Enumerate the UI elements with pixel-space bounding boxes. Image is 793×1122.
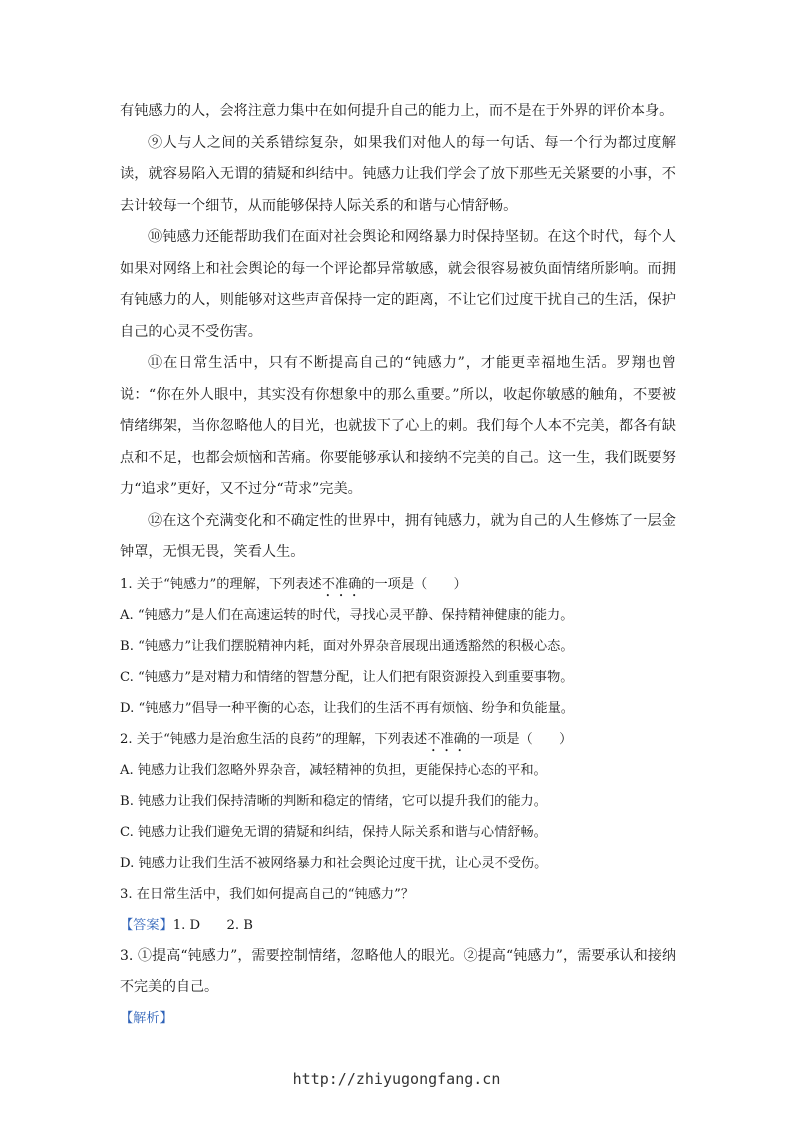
paragraph-11: ⑪在日常生活中，只有不断提高自己的“钝感力”，才能更幸福地生活。罗翔也曾说：“你在外人眼中，其实没有你想象中的那么重要。”所以，收起你敏感的触角，不要被情绪绑架，当你忽略他人的目光，也就拔下了心上的刺。我们每个人本不完美，都各有缺点和不足，也都会烦恼和苦痛。你要能够承认和接纳不完美的自己。这一生，我们既要努力“追求”更好，又不过分“苛求”完美。 bbox=[120, 355, 676, 497]
question-2-option-a: A. 钝感力让我们忽略外界杂音，减轻精神的负担，更能保持心态的平和。 bbox=[120, 762, 547, 778]
question-3-stem: 3. 在日常生活中，我们如何提高自己的“钝感力”？ bbox=[120, 886, 415, 902]
document-body bbox=[120, 96, 676, 1034]
question-1-stem-end: 的一项是（ ） bbox=[361, 576, 467, 592]
question-2-stem bbox=[120, 724, 676, 755]
answer-tag: 【答案】 bbox=[120, 917, 173, 933]
footer-url: http://zhiyugongfang.cn bbox=[292, 1070, 501, 1088]
answer-line bbox=[120, 910, 676, 941]
answer-short: 1. D 2. B bbox=[172, 917, 253, 933]
question-2-emphasis: 不准确 bbox=[427, 731, 467, 747]
paragraph-8-tail: 有钝感力的人，会将注意力集中在如何提升自己的能力上，而不是在于外界的评价本身。 bbox=[120, 103, 674, 119]
analysis-tag: 【解析】 bbox=[120, 1010, 173, 1026]
paragraph-10: ⑩钝感力还能帮助我们在面对社会舆论和网络暴力时保持坚韧。在这个时代，每个人如果对网络上和社会舆论的每一个评论都异常敏感，就会很容易被负面情绪所影响。而拥有钝感力的人，则能够对这些声音保持一定的距离，不让它们过度干扰自己的生活，保护自己的心灵不受伤害。 bbox=[120, 229, 676, 340]
analysis-line bbox=[120, 1003, 676, 1034]
answer-3: 3. ①提高“钝感力”，需要控制情绪，忽略他人的眼光。②提高“钝感力”，需要承认和接纳不完美的自己。 bbox=[120, 947, 676, 995]
question-2-stem-end: 的一项是（ ） bbox=[466, 731, 573, 747]
question-1-emphasis: 不准确 bbox=[321, 576, 362, 592]
question-2-option-b: B. 钝感力让我们保持清晰的判断和稳定的情绪，它可以提升我们的能力。 bbox=[120, 793, 547, 809]
question-2-option-c: C. 钝感力让我们避免无谓的猜疑和纠结，保持人际关系和谐与心情舒畅。 bbox=[120, 824, 547, 840]
question-2-stem-text: 2. 关于“钝感力是治愈生活的良药”的理解，下列表述 bbox=[120, 731, 428, 747]
question-1-option-a: A. “钝感力”是人们在高速运转的时代，寻找心灵平静、保持精神健康的能力。 bbox=[120, 607, 574, 623]
paragraph-12: ⑫在这个充满变化和不确定性的世界中，拥有钝感力，就为自己的人生修炼了一层金钟罩，无惧无畏，笑看人生。 bbox=[120, 512, 676, 560]
question-2-option-d: D. 钝感力让我们生活不被网络暴力和社会舆论过度干扰，让心灵不受伤。 bbox=[120, 855, 548, 871]
question-1-option-b: B. “钝感力”让我们摆脱精神内耗，面对外界杂音展现出通透豁然的积极心态。 bbox=[120, 638, 574, 654]
question-1-stem-text: 1. 关于“钝感力”的理解，下列表述 bbox=[120, 576, 322, 592]
question-1-option-d: D. “钝感力”倡导一种平衡的心态，让我们的生活不再有烦恼、纷争和负能量。 bbox=[120, 700, 574, 716]
question-1-option-c: C. “钝感力”是对精力和情绪的智慧分配，让人们把有限资源投入到重要事物。 bbox=[120, 669, 574, 685]
paragraph-9: ⑨人与人之间的关系错综复杂，如果我们对他人的每一句话、每一个行为都过度解读，就容易陷入无谓的猜疑和纠结中。钝感力让我们学会了放下那些无关紧要的小事，不去计较每一个细节，从而能够保持人际关系的和谐与心情舒畅。 bbox=[120, 134, 676, 214]
question-1-stem bbox=[120, 569, 676, 600]
